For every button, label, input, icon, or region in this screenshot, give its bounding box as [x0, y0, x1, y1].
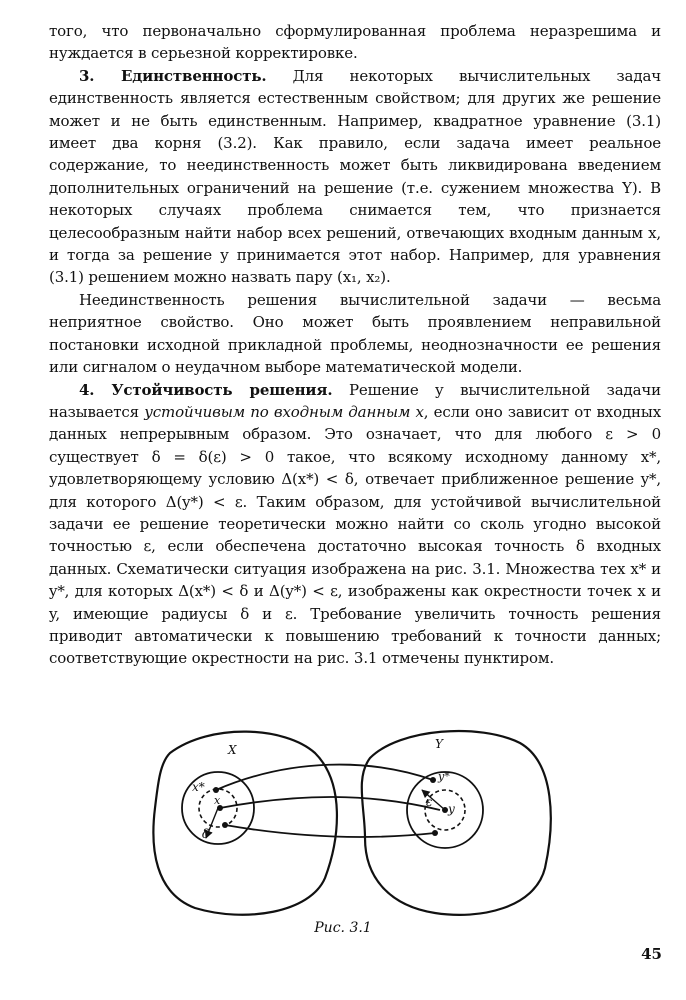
figure-3-1 [150, 728, 560, 918]
paragraph-nonuniqueness-text: Неединственность решения вычислительной задачи — весьма неприятное свойство. Оно может быть проявлением неправильной постановки исходной прикладной проблемы, неоднозначности ее решения или сигналом о неудачном выборе математической модели. [49, 290, 661, 377]
body-text [49, 20, 661, 670]
paragraph-uniqueness [49, 65, 661, 289]
page-number: 45 [641, 945, 662, 963]
paragraph-stability-text-2: , если оно зависит от входных данных непрерывным образом. Это означает, что для любого ε > 0 существует δ = δ(ε) > 0 такое, что всякому исходному данному x*, удовлетворяющему условию Δ(x*) < δ, отвечает приближенное решение y*, для которого Δ(y*) < ε. Таким образом, для устойчивой вычислительной задачи ее решение теоретически можно найти со сколь угодно высокой точностью ε, если обеспечена достаточно высокая точность δ входных данных. Схематически ситуация изображена на рис. 3.1. Множества тех x* и y*, для которых Δ(x*) < δ и Δ(y*) < ε, изображены как окрестности точек x и y, имеющие радиусы δ и ε. Требование увеличить точность решения приводит автоматически к повышению требований к точности данных; соответствующие окрестности на рис. 3.1 отмечены пунктиром. [49, 402, 662, 668]
point-x-star [213, 787, 219, 793]
section-heading-uniqueness: 3. Единственность. [79, 66, 267, 85]
section-heading-stability: 4. Устойчивость решения. [79, 380, 333, 399]
label-delta: δ [202, 827, 210, 841]
set-x-region [153, 732, 337, 915]
paragraph-intro [49, 20, 661, 65]
point-x-lower [222, 822, 228, 828]
paragraph-stability [49, 379, 661, 670]
figure-diagram [150, 728, 560, 918]
label-x-star: x* [192, 780, 205, 794]
label-set-y: Y [435, 737, 443, 751]
label-set-x: X [228, 743, 237, 757]
label-epsilon: ε [426, 795, 433, 809]
paragraph-uniqueness-text: Для некоторых вычислительных задач единственность является естественным свойством; для других же решение может и не быть единственным. Например, квадратное уравнение (3.1) имеет два корня (3.2). Как правило, если задача имеет реальное содержание, то неединственность может быть ликвидирована введением дополнительных ограничений на решение (т.е. сужением множества Y). В некоторых случаях проблема снимается тем, что признается целесообразным найти набор всех решений, отвечающих входным данным x, и тогда за решение y принимается этот набор. Например, для уравнения (3.1) решением можно назвать пару (x₁, x₂). [49, 66, 661, 287]
label-y-star: y* [438, 770, 450, 783]
paragraph-intro-text: того, что первоначально сформулированная проблема неразрешима и нуждается в серьезной корректировке. [49, 22, 661, 63]
paragraph-stability-text-1: Решение y вычислительной задачи называется [49, 380, 661, 421]
figure-caption: Рис. 3.1 [314, 920, 372, 936]
mapping-line-top [216, 765, 433, 790]
point-y-star [430, 777, 436, 783]
stability-term: устойчивым по входным данным x [144, 402, 424, 421]
label-y: y [448, 802, 455, 816]
set-y-region [362, 731, 551, 915]
paragraph-nonuniqueness [49, 289, 661, 379]
label-x: x [214, 794, 221, 807]
mapping-line-bottom [225, 825, 435, 837]
point-y-lower [432, 830, 438, 836]
